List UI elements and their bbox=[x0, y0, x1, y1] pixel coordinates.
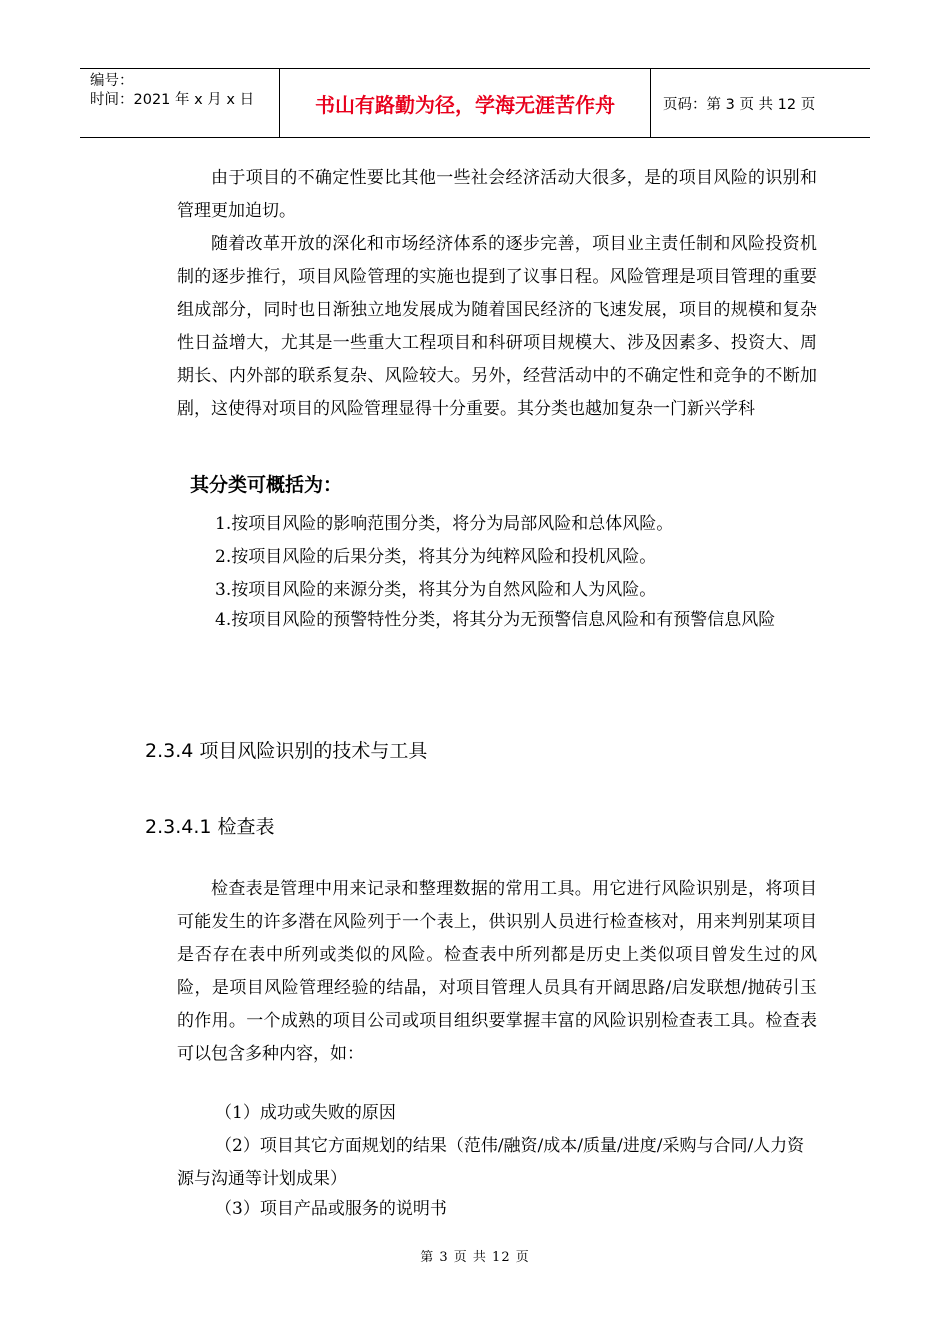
header-page-code: 页码：第 3 页 共 12 页 bbox=[663, 96, 816, 113]
paragraph-background: 随着改革开放的深化和市场经济体系的逐步完善，项目业主责任制和风险投资机制的逐步推行，项目风险管理的实施也提到了议事日程。风险管理是项目管理的重要组成部分，同时也日渐独立地发展成为随着国民经济的飞速发展，项目的规模和复杂性日益增大，尤其是一些重大工程项目和科研项目规模大、涉及因素多、投资大、周期长、内外部的联系复杂、风险较大。另外，经营活动中的不确定性和竞争的不断加剧，这使得对项目的风险管理显得十分重要。其分类也越加复杂一门新兴学科 bbox=[177, 234, 817, 419]
check-item-text: （2）项目其它方面规划的结果（范伟/融资/成本/质量/进度/采购与合同/人力资源与沟通等计划成果） bbox=[177, 1136, 805, 1189]
classify-item-4 bbox=[177, 604, 817, 637]
header-meta bbox=[80, 69, 280, 137]
classify-item-text: 3.按项目风险的来源分类，将其分为自然风险和人为风险。 bbox=[215, 580, 657, 600]
page-header bbox=[80, 68, 870, 138]
check-item-2 bbox=[177, 1130, 817, 1196]
classify-title: 其分类可概括为： bbox=[190, 474, 343, 496]
number-label: 编号： bbox=[90, 73, 134, 89]
check-item-text: （1）成功或失败的原因 bbox=[215, 1103, 396, 1123]
section-heading-2341: 2.3.4.1 检查表 bbox=[145, 816, 275, 838]
header-motto: 书山有路勤为径，学海无涯苦作舟 bbox=[280, 69, 651, 137]
check-item-text: （3）项目产品或服务的说明书 bbox=[215, 1199, 447, 1219]
check-item-1 bbox=[177, 1097, 817, 1130]
classify-item-1 bbox=[177, 508, 817, 541]
paragraph-checklist: 检查表是管理中用来记录和整理数据的常用工具。用它进行风险识别是，将项目可能发生的许多潜在风险列于一个表上，供识别人员进行检查核对，用来判别某项目是否存在表中所列或类似的风险。检查表中所列都是历史上类似项目曾发生过的风险，是项目风险管理经验的结晶，对项目管理人员具有开阔思路/启发联想/抛砖引玉的作用。一个成熟的项目公司或项目组织要掌握丰富的风险识别检查表工具。检查表可以包含多种内容，如： bbox=[177, 879, 817, 1064]
classify-item-text: 2.按项目风险的后果分类，将其分为纯粹风险和投机风险。 bbox=[215, 547, 657, 567]
classify-item-3 bbox=[177, 574, 817, 607]
classify-item-text: 4.按项目风险的预警特性分类，将其分为无预警信息风险和有预警信息风险 bbox=[215, 610, 776, 630]
check-item-3 bbox=[177, 1193, 817, 1226]
classify-item-text: 1.按项目风险的影响范围分类，将分为局部风险和总体风险。 bbox=[215, 514, 674, 534]
classify-item-2 bbox=[177, 541, 817, 574]
section-heading-234: 2.3.4 项目风险识别的技术与工具 bbox=[145, 740, 428, 762]
paragraph-intro: 由于项目的不确定性要比其他一些社会经济活动大很多，是的项目风险的识别和管理更加迫切。 bbox=[177, 168, 817, 221]
time-label: 时间：2021 年 x 月 x 日 bbox=[90, 92, 255, 108]
page-footer: 第 3 页 共 12 页 bbox=[420, 1250, 530, 1265]
